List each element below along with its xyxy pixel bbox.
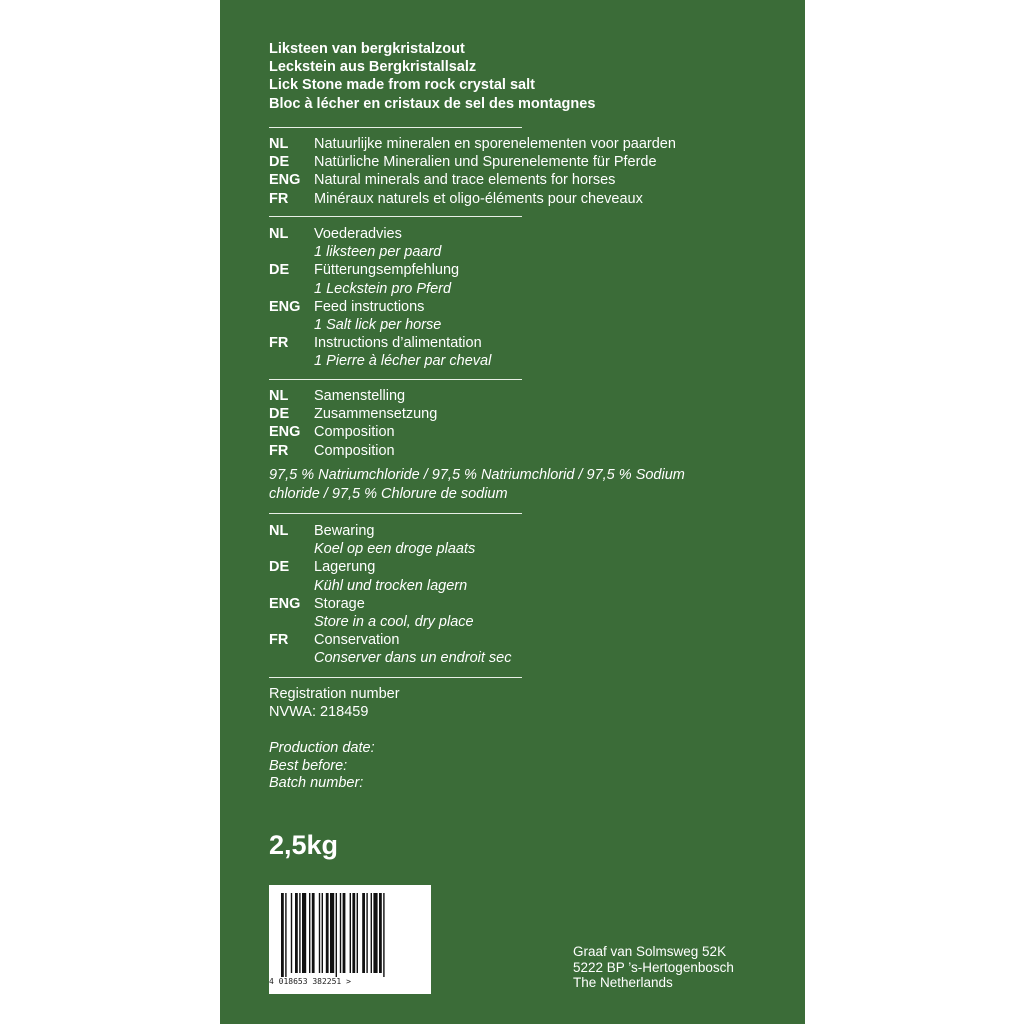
barcode-bar — [336, 893, 337, 977]
production-date-label: Production date: — [269, 740, 375, 756]
barcode-bar — [326, 893, 329, 973]
lang-code: DE — [269, 559, 290, 576]
barcode-bar — [295, 893, 298, 973]
title-de: Leckstein aus Bergkristallsalz — [269, 59, 477, 76]
composition-heading: Zusammensetzung — [314, 406, 438, 423]
lang-code: ENG — [269, 595, 301, 612]
barcode-bar — [343, 893, 346, 973]
barcode-bar — [319, 893, 320, 973]
composition-row — [269, 387, 685, 405]
divider — [269, 127, 522, 128]
barcode-bar — [299, 893, 300, 973]
feed-row — [269, 298, 491, 316]
storage-row — [269, 595, 511, 613]
storage-heading: Lagerung — [314, 559, 376, 576]
product-title-block — [269, 40, 595, 113]
barcode-bar — [309, 893, 310, 973]
registration-value: NVWA: 218459 — [269, 703, 369, 720]
feed-section — [269, 225, 491, 371]
address-city: 5222 BP ’s-Hertogenbosch — [573, 959, 734, 975]
title-eng: Lick Stone made from rock crystal salt — [269, 77, 535, 94]
address-block — [573, 944, 734, 991]
net-weight: 2,5kg — [269, 830, 339, 860]
lang-code: NL — [269, 136, 289, 152]
barcode-bar — [366, 893, 367, 973]
barcode-bar — [285, 893, 286, 977]
barcode-bar — [379, 893, 382, 973]
intro-text: Natural minerals and trace elements for horses — [314, 172, 616, 189]
lang-code: NL — [269, 226, 289, 242]
storage-detail: Conserver dans un endroit sec — [314, 650, 512, 667]
registration-label: Registration number — [269, 686, 400, 702]
intro-text: Natürliche Mineralien und Spurenelemente für Pferde — [314, 154, 657, 171]
feed-heading: Instructions d’alimentation — [314, 335, 482, 352]
divider — [269, 379, 522, 380]
barcode-bar — [383, 893, 384, 977]
storage-detail: Kühl und trocken lagern — [314, 577, 468, 594]
barcode-bar — [357, 893, 358, 973]
barcode-bar — [340, 893, 341, 973]
divider — [269, 216, 522, 217]
lang-code: ENG — [269, 424, 301, 441]
barcode-bar — [291, 893, 292, 973]
title-nl: Liksteen van bergkristalzout — [269, 41, 465, 57]
storage-row — [269, 522, 511, 540]
lang-code: DE — [269, 262, 290, 279]
intro-row — [269, 190, 676, 208]
lang-code: ENG — [269, 172, 301, 189]
storage-heading: Bewaring — [314, 523, 375, 539]
composition-section — [269, 387, 685, 505]
intro-row — [269, 153, 676, 171]
lang-code: ENG — [269, 298, 301, 315]
barcode-bar — [350, 893, 351, 973]
lang-code: DE — [269, 406, 290, 423]
divider — [269, 513, 522, 514]
lang-code: NL — [269, 523, 289, 539]
lang-code: FR — [269, 442, 289, 459]
storage-row — [269, 631, 511, 649]
feed-detail: 1 Pierre à lécher par cheval — [314, 353, 492, 370]
composition-row — [269, 405, 685, 423]
intro-text: Natuurlijke mineralen en sporenelementen voor paarden — [314, 136, 676, 152]
barcode-bar — [373, 893, 377, 973]
intro-row — [269, 171, 676, 189]
lang-code: DE — [269, 154, 290, 171]
storage-detail: Store in a cool, dry place — [314, 614, 474, 631]
composition-detail: 97,5 % Natriumchloride / 97,5 % Natriumchlorid / 97,5 % Sodium — [269, 466, 685, 483]
composition-heading: Composition — [314, 442, 395, 459]
feed-heading: Feed instructions — [314, 298, 425, 315]
registration-section — [269, 686, 400, 721]
lang-code: FR — [269, 190, 289, 207]
barcode-bar — [362, 893, 365, 973]
feed-row — [269, 261, 491, 279]
barcode-bar — [302, 893, 306, 973]
barcode-bar — [371, 893, 372, 973]
composition-heading: Composition — [314, 424, 395, 441]
title-fr: Bloc à lécher en cristaux de sel des montagnes — [269, 95, 596, 112]
composition-row — [269, 423, 685, 441]
feed-row — [269, 334, 491, 352]
barcode-bar — [322, 893, 323, 973]
barcode — [269, 885, 431, 994]
feed-detail: 1 liksteen per paard — [314, 244, 442, 261]
feed-row — [269, 225, 491, 243]
divider — [269, 677, 522, 678]
composition-heading: Samenstelling — [314, 388, 406, 404]
barcode-bar — [352, 893, 355, 973]
address-street: Graaf van Solmsweg 52K — [573, 944, 727, 959]
dates-section — [269, 740, 375, 793]
storage-section — [269, 522, 511, 668]
feed-detail: 1 Salt lick per horse — [314, 317, 442, 334]
best-before-label: Best before: — [269, 757, 348, 774]
barcode-bar — [281, 893, 284, 977]
barcode-digits: 4 018653 382251 > — [269, 977, 351, 986]
intro-text: Minéraux naturels et oligo-éléments pour cheveaux — [314, 190, 643, 207]
feed-detail: 1 Leckstein pro Pferd — [314, 280, 452, 297]
intro-row — [269, 135, 676, 153]
lang-code: FR — [269, 335, 289, 352]
feed-heading: Voederadvies — [314, 226, 402, 242]
address-country: The Netherlands — [573, 975, 673, 990]
storage-row — [269, 558, 511, 576]
lang-code: NL — [269, 388, 289, 404]
composition-detail: chloride / 97,5 % Chlorure de sodium — [269, 486, 508, 503]
barcode-icon — [269, 885, 431, 977]
storage-heading: Storage — [314, 595, 365, 612]
feed-heading: Fütterungsempfehlung — [314, 262, 460, 279]
barcode-bar — [312, 893, 315, 973]
storage-detail: Koel op een droge plaats — [314, 541, 476, 558]
lang-code: FR — [269, 632, 289, 649]
barcode-bar — [330, 893, 334, 973]
composition-row — [269, 442, 685, 460]
intro-section — [269, 135, 676, 208]
product-label — [220, 0, 805, 1024]
storage-heading: Conservation — [314, 632, 400, 649]
batch-number-label: Batch number: — [269, 775, 364, 791]
